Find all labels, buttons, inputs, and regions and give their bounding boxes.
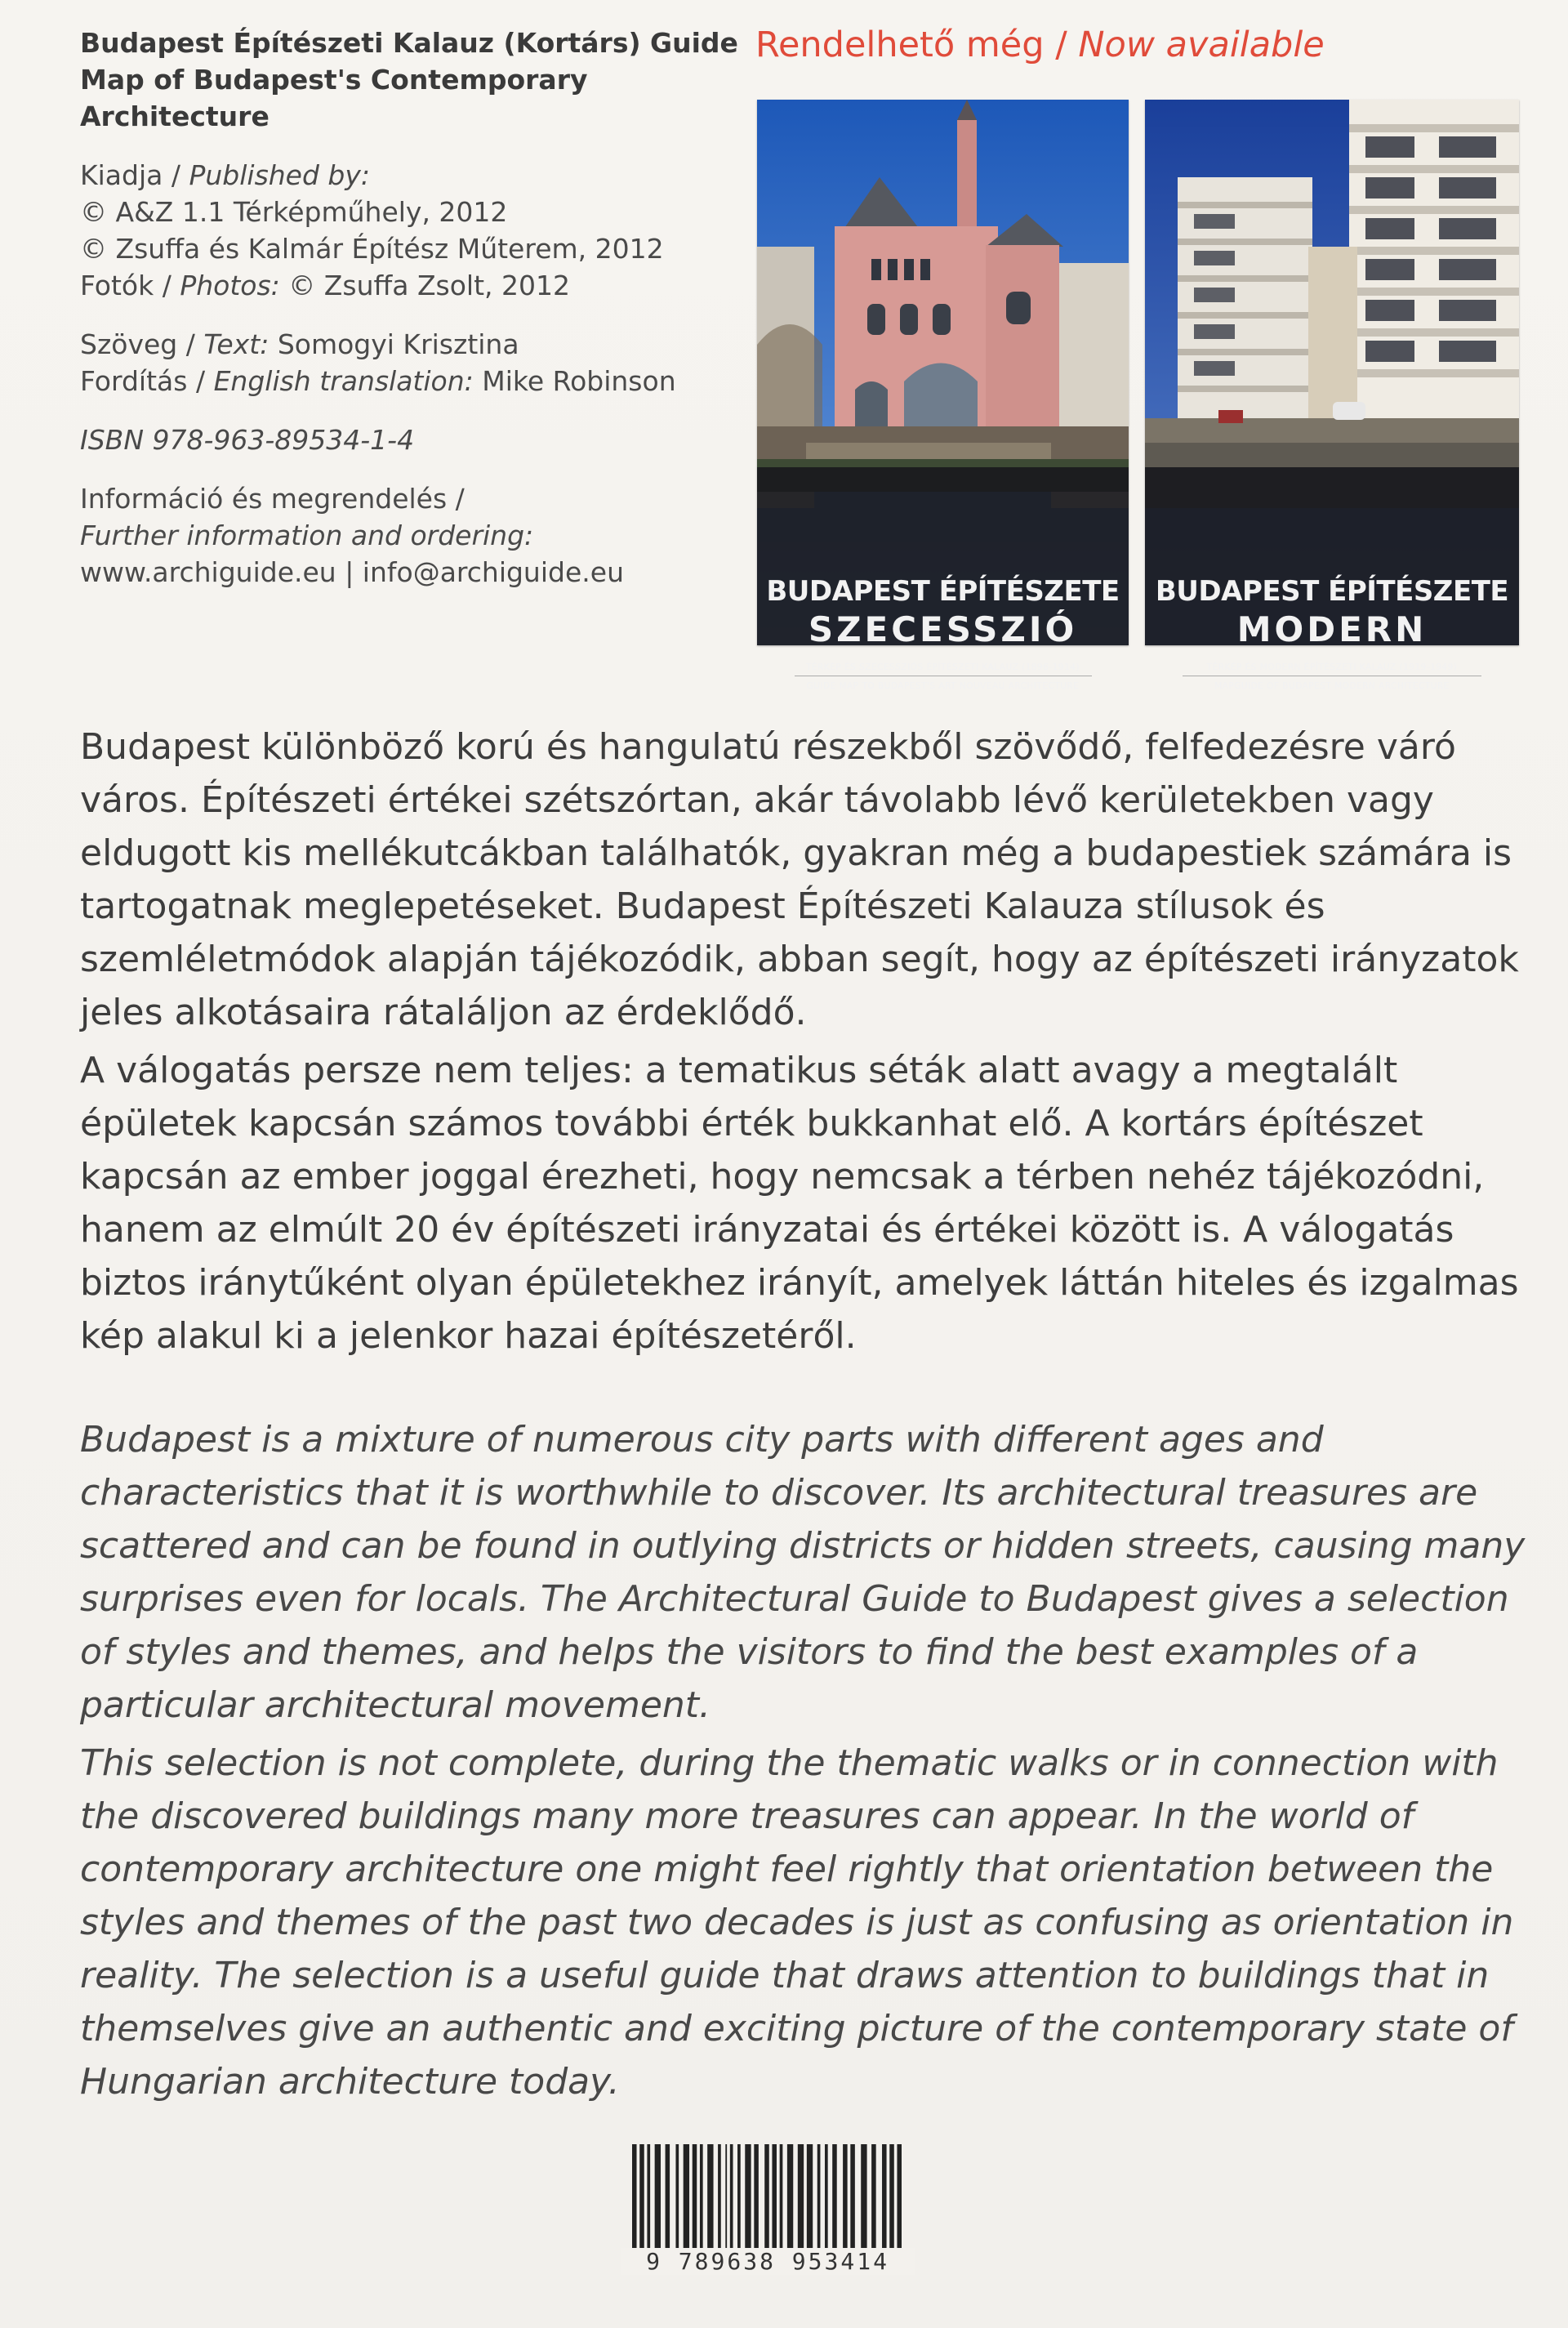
now-available-heading: Rendelhető még / Now available (755, 25, 1325, 65)
barcode-number: 9 789638 953414 (621, 2248, 915, 2275)
cover-subtitle-2: GUIDE MAP TO BUDAPEST'S ART NOUVEAU ARCHITECTURE (806, 681, 1080, 691)
cover-title-line-2: SZECESSZIÓ (808, 609, 1078, 649)
barcode-bar (843, 2144, 848, 2259)
barcode-bar (817, 2144, 821, 2259)
guide-title: Budapest Építészeti Kalauz (Kortárs) Guide Map of Budapest's Contemporary Architecture (80, 27, 738, 132)
barcode-bar (725, 2144, 727, 2259)
info-label: Információ és megrendelés / (80, 483, 465, 515)
barcode-bar (737, 2144, 741, 2259)
barcode-bar (825, 2144, 828, 2259)
cover-title-band (757, 467, 1129, 691)
barcode-bar (730, 2144, 733, 2259)
cover-title-line-2: MODERN (1236, 609, 1428, 649)
contact-links: www.archiguide.eu | info@archiguide.eu (80, 556, 624, 588)
barcode-bar (889, 2144, 894, 2259)
barcode-bar (772, 2144, 777, 2259)
cover-subtitle-1: TÉRKÉP ÉS SZECESSZIÓS ÉPÍTÉSZETI KALAUZ (1896-1914) (805, 662, 1080, 672)
publisher-block (80, 157, 750, 304)
cover-subtitle-2: MAPGUIDE OF BUDAPEST MODERN ARCHITECTURE (1214, 681, 1450, 691)
barcode-bar (832, 2144, 837, 2259)
book-cover-modern (1145, 100, 1519, 691)
translation-credit: Fordítás / English translation: Mike Robinson (80, 365, 676, 397)
paragraph-hu-2: A válogatás persze nem teljes: a tematikus séták alatt avagy a megtalált épületek kapcsán számos további érték bukkanhat elő. A kortárs építészet kapcsán az ember joggal érezheti, hogy nemcsak a térben nehéz tájékozódni, hanem az elmúlt 20 év építészeti irányzatai és értékei között is. A válogatás biztos iránytűként olyan épületekhez irányít, amelyek láttán hiteles és izgalmas kép alakul ki a jelenkor hazai építészetéről. (80, 1050, 1519, 1357)
barcode-bar (798, 2144, 804, 2259)
photos-credit: Fotók / Photos: © Zsuffa Zsolt, 2012 (80, 270, 570, 301)
paragraph-hu-1: Budapest különböző korú és hangulatú részekből szövődő, felfedezésre váró város. Építészeti értékei szétszórtan, akár távolabb lévő kerületekben vagy eldugott kis mellékutcákban találhatók, gyakran még a budapestiek számára is tartogatnak meglepetéseket. Budapest Építészeti Kalauza stílusok és szemléletmódok alapján tájékozódik, abban segít, hogy az építészeti irányzatok jeles alkotásaira rátaláljon az érdeklődő. (80, 726, 1519, 1033)
barcode-bar (666, 2144, 670, 2259)
barcode-bar (700, 2144, 703, 2259)
paragraph-en-2: This selection is not complete, during the thematic walks or in connection with the discovered buildings many more treasures can appear. In the world of contemporary architecture one might feel rightly that orientation between the styles and themes of the past two decades is just as confusing as orientation in reality. The selection is a useful guide that draws attention to buildings that in themselves give an authentic and exciting picture of the contemporary state of Hungarian architecture today. (80, 1742, 1514, 2103)
publisher-2: © Zsuffa és Kalmár Építész Műterem, 2012 (80, 233, 664, 265)
colophon (80, 25, 750, 613)
barcode-bar (871, 2144, 876, 2259)
barcode-bar (647, 2144, 650, 2259)
description-english (80, 1413, 1542, 2108)
barcode-bar (754, 2144, 759, 2259)
barcode-bar (807, 2144, 813, 2259)
barcode-bar (745, 2144, 751, 2259)
barcode-bar (718, 2144, 721, 2259)
cover-title-line-1: BUDAPEST ÉPÍTÉSZETE (1155, 575, 1509, 608)
info-block (80, 480, 750, 591)
cover-subtitle-1: TÉRKÉP ÉS MODERN ÉPÍTÉSZETI KALAUZ (1919-1949) (1206, 662, 1458, 672)
barcode-bar (684, 2144, 689, 2259)
text-credits-block (80, 326, 750, 399)
barcode-bar (639, 2144, 644, 2259)
barcode-bar (850, 2144, 855, 2259)
isbn: ISBN 978-963-89534-1-4 (80, 424, 415, 456)
barcode-bar (632, 2144, 637, 2259)
description-hungarian (80, 720, 1542, 1362)
barcode-bar (861, 2144, 866, 2259)
publisher-1: © A&Z 1.1 Térképműhely, 2012 (80, 196, 508, 228)
barcode-bar (882, 2144, 887, 2259)
text-credit: Szöveg / Text: Somogyi Krisztina (80, 328, 519, 360)
barcode-bar (655, 2144, 661, 2259)
published-by-label: Kiadja / Published by: (80, 159, 371, 191)
barcode-bar (764, 2144, 769, 2259)
cover-title-band (1145, 467, 1519, 691)
barcode-bar (693, 2144, 697, 2259)
barcode-bar (707, 2144, 713, 2259)
book-cover-szecesszio (757, 100, 1129, 691)
cover-title-line-1: BUDAPEST ÉPÍTÉSZETE (766, 575, 1120, 608)
barcode-bar (675, 2144, 679, 2259)
barcode-bar (897, 2144, 902, 2259)
paragraph-en-1: Budapest is a mixture of numerous city parts with different ages and characteristics that it is worthwhile to discover. Its architectural treasures are scattered and can be found in outlying districts or hidden streets, causing many surprises even for locals. The Architectural Guide to Budapest gives a selection of styles and themes, and helps the visitors to find the best examples of a particular architectural movement. (80, 1419, 1526, 1726)
info-label-en: Further information and ordering: (80, 520, 534, 551)
barcode-bar (780, 2144, 783, 2259)
barcode-bar (787, 2144, 793, 2259)
